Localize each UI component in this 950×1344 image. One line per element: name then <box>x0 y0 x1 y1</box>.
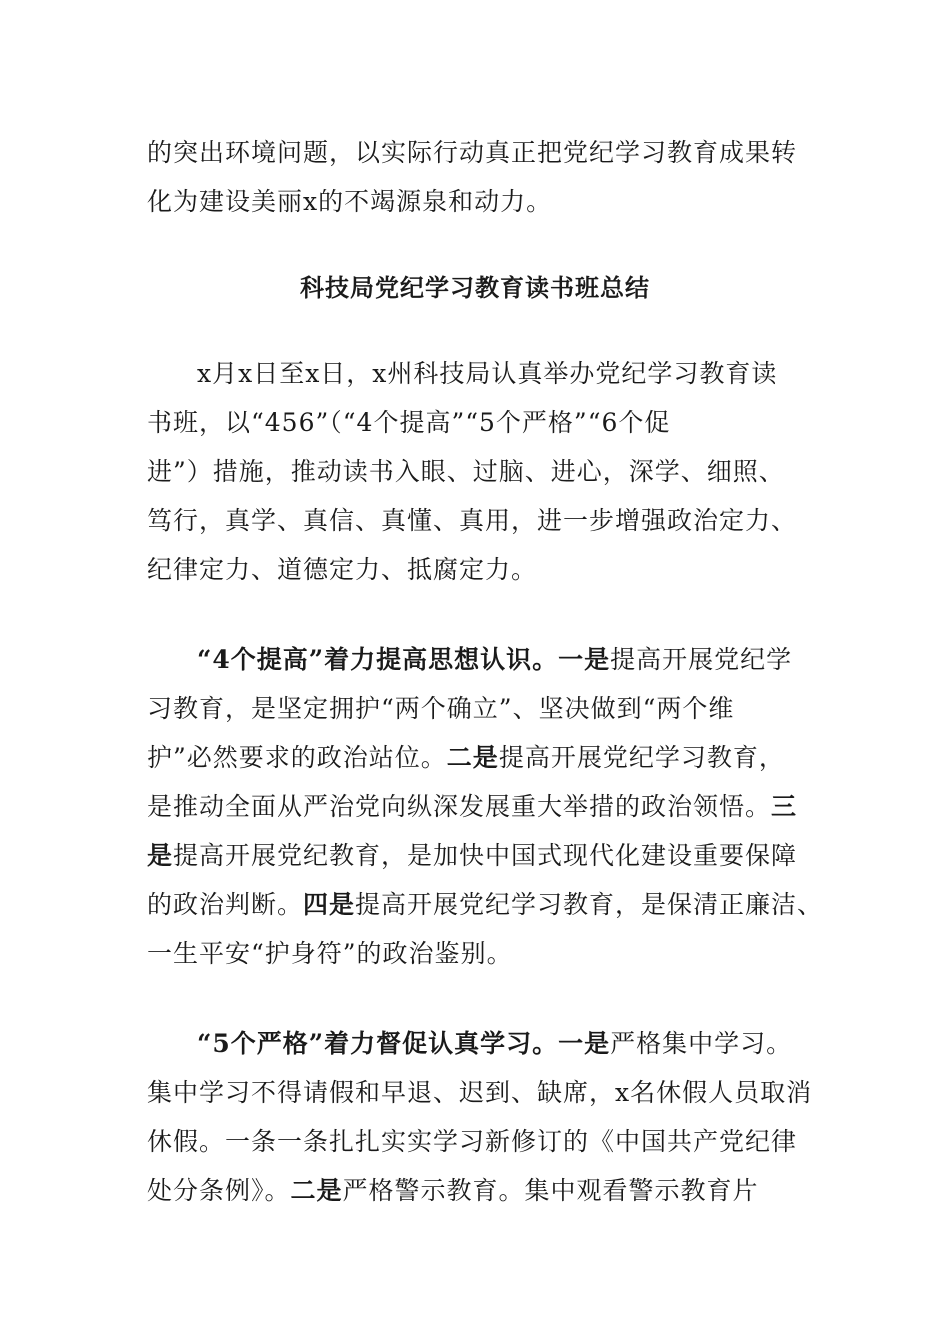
document-title: 科技局党纪学习教育读书班总结 <box>300 273 650 302</box>
p1-line-3: 进”）措施，推动读书入眼、过脑、进心，深学、细照、 <box>147 457 785 486</box>
p2-text-3a: 护”必然要求的政治站位。 <box>147 743 447 772</box>
p2-heading: “4个提高”着力提高思想认识。 <box>197 645 559 674</box>
p2-line-1 <box>197 643 792 677</box>
p1-line-1: x月x日至x日，x州科技局认真举办党纪学习教育读 <box>197 359 778 388</box>
p2-text-6b: 提高开展党纪学习教育，是保清正廉洁、 <box>355 890 824 919</box>
p3-text-4b: 严格警示教育。集中观看警示教育片 <box>342 1176 759 1205</box>
p2-line-3 <box>147 741 785 775</box>
intro-line-1: 的突出环境问题，以实际行动真正把党纪学习教育成果转 <box>147 138 798 167</box>
p2-label-4: 四是 <box>303 890 356 919</box>
p3-line-1 <box>197 1027 792 1061</box>
p2-label-3b: 是 <box>147 841 174 870</box>
p2-label-2: 二是 <box>446 743 499 772</box>
p2-text-6a: 的政治判断。 <box>147 890 304 919</box>
p3-heading: “5个严格”着力督促认真学习。 <box>197 1029 559 1058</box>
p1-line-2: 书班，以“456”（“4个提高”“5个严格”“6个促 <box>147 408 671 437</box>
p2-text-1: 提高开展党纪学 <box>610 645 793 674</box>
p2-line-2: 习教育，是坚定拥护“两个确立”、坚决做到“两个维 <box>147 694 735 723</box>
p3-line-4 <box>147 1174 759 1208</box>
p2-line-4 <box>147 790 797 824</box>
p3-text-4a: 处分条例》。 <box>147 1176 291 1205</box>
p2-text-5: 提高开展党纪教育，是加快中国式现代化建设重要保障 <box>173 841 798 870</box>
p2-text-4: 是推动全面从严治党向纵深发展重大举措的政治领悟。 <box>147 792 772 821</box>
p1-line-4: 笃行，真学、真信、真懂、真用，进一步增强政治定力、 <box>147 506 798 535</box>
intro-line-2: 化为建设美丽x的不竭源泉和动力。 <box>147 187 553 216</box>
p3-label-1: 一是 <box>558 1029 611 1058</box>
p3-label-2: 二是 <box>290 1176 343 1205</box>
p2-line-5 <box>147 839 797 873</box>
p2-label-3a: 三 <box>771 792 798 821</box>
p1-line-5: 纪律定力、道德定力、抵腐定力。 <box>147 555 538 584</box>
p3-text-1: 严格集中学习。 <box>610 1029 793 1058</box>
p2-text-3b: 提高开展党纪学习教育， <box>498 743 785 772</box>
p2-line-7: 一生平安“护身符”的政治鉴别。 <box>147 939 513 968</box>
p3-line-2: 集中学习不得请假和早退、迟到、缺席，x名休假人员取消 <box>147 1078 813 1107</box>
p2-label-1: 一是 <box>558 645 611 674</box>
p2-line-6 <box>147 888 823 922</box>
p3-line-3: 休假。一条一条扎扎实实学习新修订的《中国共产党纪律 <box>147 1127 798 1156</box>
